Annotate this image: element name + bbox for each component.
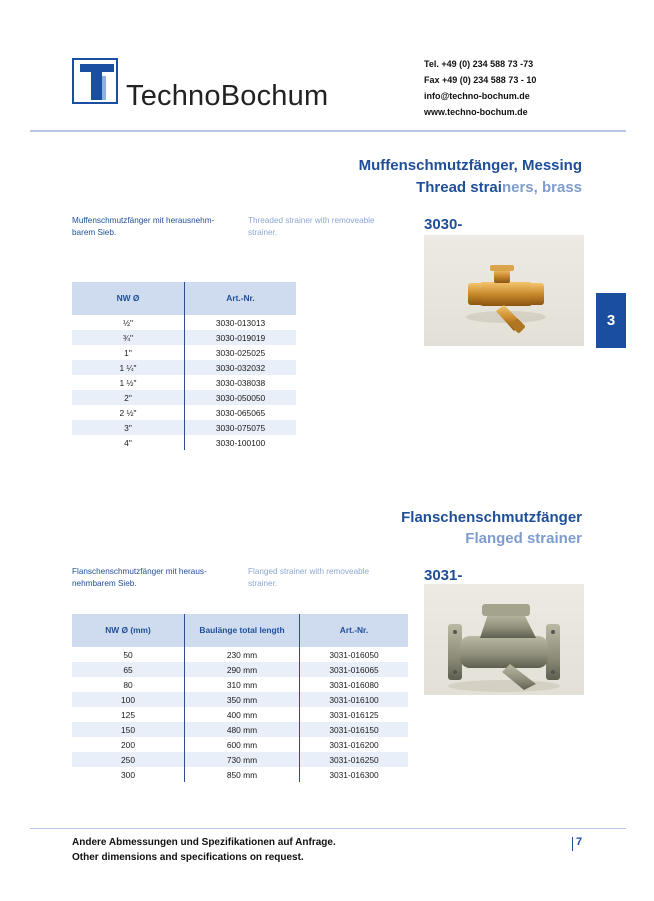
- table-cell: 2": [72, 390, 185, 405]
- chapter-tab[interactable]: 3: [596, 293, 626, 348]
- table-cell: 150: [72, 722, 185, 737]
- table-row: [72, 315, 296, 330]
- table-cell: 600 mm: [185, 737, 300, 752]
- table-cell: 250: [72, 752, 185, 767]
- section1-title-en: [416, 179, 582, 196]
- table-row: [72, 405, 296, 420]
- table-cell: 50: [72, 647, 185, 662]
- col-header-artnr: Art.-Nr.: [185, 282, 297, 315]
- brass-strainer-image: [424, 235, 584, 346]
- col-header-nw: NW Ø (mm): [72, 614, 185, 647]
- table-cell: 230 mm: [185, 647, 300, 662]
- section2-table: [72, 614, 408, 782]
- table-cell: 3031-016080: [300, 677, 409, 692]
- table-cell: 480 mm: [185, 722, 300, 737]
- table-cell: ¾": [72, 330, 185, 345]
- logo-t-bar: [80, 64, 114, 72]
- footer-note: [72, 836, 336, 865]
- page-number-divider: [572, 837, 573, 851]
- footer-note-de: Andere Abmessungen und Spezifikationen auf Anfrage.: [72, 837, 336, 848]
- table-row: [72, 752, 408, 767]
- table-cell: 850 mm: [185, 767, 300, 782]
- table-row: [72, 330, 296, 345]
- table-row: [72, 420, 296, 435]
- table-row: [72, 345, 296, 360]
- section2-desc-en: Flanged strainer with removeable strainer.: [248, 567, 370, 588]
- table-cell: 80: [72, 677, 185, 692]
- table-cell: 3031-016250: [300, 752, 409, 767]
- table-cell: 65: [72, 662, 185, 677]
- table-cell: 350 mm: [185, 692, 300, 707]
- contact-tel: Tel. +49 (0) 234 588 73 -73: [424, 59, 534, 69]
- section1-title-en-light: ners, brass: [501, 179, 582, 196]
- brand-name: TechnoBochum: [126, 80, 329, 112]
- table-row: [72, 767, 408, 782]
- table-cell: 1": [72, 345, 185, 360]
- section2-title-de: Flanschenschmutzfänger: [401, 509, 582, 526]
- table-header-row: [72, 282, 296, 315]
- table-cell: 3031-016065: [300, 662, 409, 677]
- col-header-nw: NW Ø: [72, 282, 185, 315]
- section2-desc-de: Flanschenschmutzfänger mit heraus-nehmbarem Sieb.: [72, 567, 207, 588]
- section1-model: 3030-: [424, 216, 463, 233]
- table-cell: 3030-013013: [185, 315, 297, 330]
- table-cell: 3031-016050: [300, 647, 409, 662]
- table-cell: 3030-100100: [185, 435, 297, 450]
- table-cell: 3031-016200: [300, 737, 409, 752]
- product-photo-3031: [424, 584, 584, 695]
- page-number: 7: [576, 836, 583, 848]
- section1-title-de: Muffenschmutzfänger, Messing: [358, 157, 582, 174]
- section1-desc-de: Muffenschmutzfänger mit herausnehm-barem Sieb.: [72, 216, 215, 237]
- table-row: [72, 677, 408, 692]
- table-header-row: [72, 614, 408, 647]
- table-cell: 3031-016300: [300, 767, 409, 782]
- table-row: [72, 692, 408, 707]
- table-cell: 3031-016150: [300, 722, 409, 737]
- table-cell: 290 mm: [185, 662, 300, 677]
- table-cell: 3030-038038: [185, 375, 297, 390]
- table-cell: 200: [72, 737, 185, 752]
- table-row: [72, 647, 408, 662]
- table-cell: 2 ½": [72, 405, 185, 420]
- contact-email[interactable]: info@techno-bochum.de: [424, 91, 530, 101]
- table-cell: 3": [72, 420, 185, 435]
- section1-desc-en: Threaded strainer with removeable strainer.: [248, 216, 375, 237]
- table-cell: 310 mm: [185, 677, 300, 692]
- table-cell: 730 mm: [185, 752, 300, 767]
- table-row: [72, 360, 296, 375]
- table-cell: 300: [72, 767, 185, 782]
- table-cell: 3031-016125: [300, 707, 409, 722]
- table-cell: 3030-065065: [185, 405, 297, 420]
- table-cell: 400 mm: [185, 707, 300, 722]
- table-row: [72, 435, 296, 450]
- table-cell: 3030-050050: [185, 390, 297, 405]
- col-header-length: Baulänge total length: [185, 614, 300, 647]
- table-row: [72, 722, 408, 737]
- header-divider: [30, 130, 626, 132]
- table-cell: 3030-025025: [185, 345, 297, 360]
- table-cell: 125: [72, 707, 185, 722]
- table-cell: ½": [72, 315, 185, 330]
- footer-divider: [30, 828, 626, 829]
- section2-title-en: Flanged strainer: [465, 530, 582, 547]
- table-cell: 4": [72, 435, 185, 450]
- table-cell: 3031-016100: [300, 692, 409, 707]
- section1-title-en-dark: Thread strai: [416, 179, 502, 196]
- table-cell: 3030-075075: [185, 420, 297, 435]
- table-row: [72, 707, 408, 722]
- table-cell: 3030-019019: [185, 330, 297, 345]
- footer-note-en: Other dimensions and specifications on request.: [72, 851, 304, 863]
- table-row: [72, 375, 296, 390]
- contact-web[interactable]: www.techno-bochum.de: [424, 107, 528, 117]
- table-cell: 1 ½": [72, 375, 185, 390]
- col-header-artnr: Art.-Nr.: [300, 614, 409, 647]
- logo-t-stem: [91, 72, 102, 100]
- contact-block: [424, 56, 536, 120]
- table-cell: 3030-032032: [185, 360, 297, 375]
- table-row: [72, 662, 408, 677]
- section1-table: [72, 282, 296, 450]
- product-photo-3030: [424, 235, 584, 346]
- table-cell: 100: [72, 692, 185, 707]
- table-row: [72, 390, 296, 405]
- table-row: [72, 737, 408, 752]
- flanged-strainer-image: [424, 584, 584, 695]
- table-cell: 1 ¼": [72, 360, 185, 375]
- contact-fax: Fax +49 (0) 234 588 73 - 10: [424, 75, 537, 85]
- section2-model: 3031-: [424, 567, 463, 584]
